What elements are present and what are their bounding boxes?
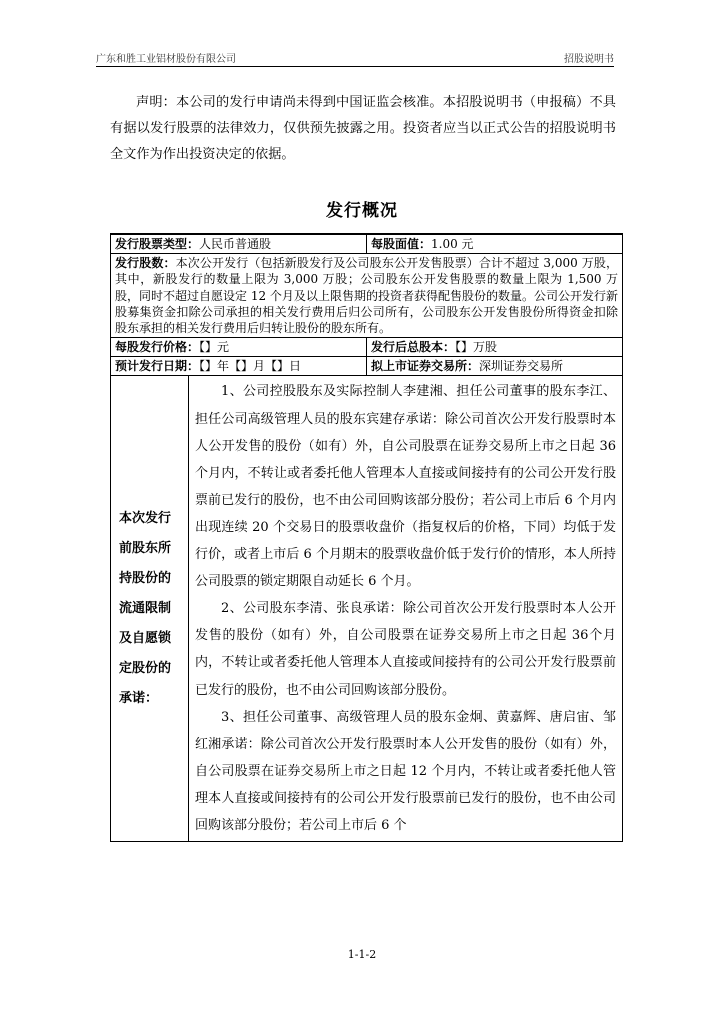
- exchange-cell: [367, 357, 623, 376]
- table-row: [111, 338, 623, 357]
- table-row: [111, 357, 623, 376]
- price-label: 每股发行价格：: [115, 340, 200, 355]
- header-divider: [96, 66, 614, 67]
- promise-paragraph-1: 1、公司控股股东及实际控制人李建湘、担任公司董事的股东李江、担任公司高级管理人员的股东宾建存承诺：除公司首次公开发行股票时本人公开发售的股份（如有）外，自公司股票在证券交易所上市之日起 36 个月内，不转让或者委托他人管理本人直接或间接持有的公司公开发行股票前已发行的股份，也不由公司回购该部分股份；若公司上市后 6 个月内出现连续 20 个交易日的股票收盘价（指复权后的价格，下同）均低于发行价，或者上市后 6 个月期末的股票收盘价低于发行价的情形，本人所持公司股票的锁定期限自动延长 6 个月。: [195, 384, 616, 590]
- par-value-cell: [367, 234, 623, 254]
- table-row: [111, 254, 623, 338]
- date-label: 预计发行日期：: [115, 359, 200, 374]
- stock-type-value: 人民币普通股: [199, 237, 272, 251]
- total-shares-cell: [367, 338, 623, 357]
- offering-overview-table: [110, 233, 623, 842]
- exchange-label: 拟上市证券交易所：: [371, 359, 480, 374]
- par-value-value: 1.00 元: [431, 237, 474, 251]
- company-name: 广东和胜工业铝材股份有限公司: [96, 54, 236, 65]
- stock-type-label: 发行股票类型：: [115, 237, 200, 251]
- date-value: 【】年【】月【】日: [199, 359, 302, 374]
- total-shares-label: 发行后总股本：: [371, 340, 456, 355]
- shares-label: 发行股数：: [115, 256, 176, 270]
- exchange-value: 深圳证券交易所: [479, 359, 564, 374]
- promise-paragraph-3: 3、担任公司董事、高级管理人员的股东金炯、黄嘉辉、唐启宙、邹红湘承诺：除公司首次公开发行股票时本人公开发售的股份（如有）外，自公司股票在证券交易所上市之日起 12 个月内，不转让或者委托他人管理本人直接或间接持有的公司公开发行股票前已发行的股份，也不由公司回购该部分股份；若公司上市后 6 个: [195, 709, 616, 833]
- total-shares-value: 【】万股: [455, 340, 498, 355]
- promise-label: 本次发行前股东所持股份的流通限制及自愿锁定股份的承诺：: [111, 376, 189, 842]
- table-row: [111, 376, 623, 842]
- stock-type-cell: [111, 234, 367, 254]
- table-row: [111, 234, 623, 254]
- shares-text: 本次公开发行（包括新股发行及公司股东公开发售股票）合计不超过 3,000 万股，其中，新股发行的数量上限为 3,000 万股；公司股东公开发售股票的数量上限为 1,500 万股，同时不超过自愿设定 12 个月及以上限售期的投资者获得配售股份的数量。公司公开发行新股募集资金扣除公司承担的相关发行费用后归公司所有，公司股东公开发售股份所得资金扣除股东承担的相关发行费用后归转让股份的股东所有。: [115, 256, 618, 336]
- disclaimer-statement: 声明：本公司的发行申请尚未得到中国证监会核准。本招股说明书（申报稿）不具有据以发行股票的法律效力，仅供预先披露之用。投资者应当以正式公告的招股说明书全文作为作出投资决定的依据。: [110, 95, 616, 162]
- par-value-label: 每股面值：: [371, 237, 432, 251]
- date-cell: [111, 357, 367, 376]
- promise-paragraph-2: 2、公司股东李清、张良承诺：除公司首次公开发行股票时本人公开发售的股份（如有）外，自公司股票在证券交易所上市之日起 36个月内，不转让或者委托他人管理本人直接或间接持有的公司公开发行股票前已发行的股份，也不由公司回购该部分股份。: [195, 601, 616, 698]
- document-type: 招股说明书: [564, 54, 614, 65]
- section-title: 发行概况: [326, 201, 398, 221]
- promise-text-cell: [189, 376, 623, 842]
- price-cell: [111, 338, 367, 357]
- price-value: 【】元: [199, 340, 230, 355]
- page-number: 1-1-2: [347, 948, 377, 961]
- shares-cell: [111, 254, 623, 338]
